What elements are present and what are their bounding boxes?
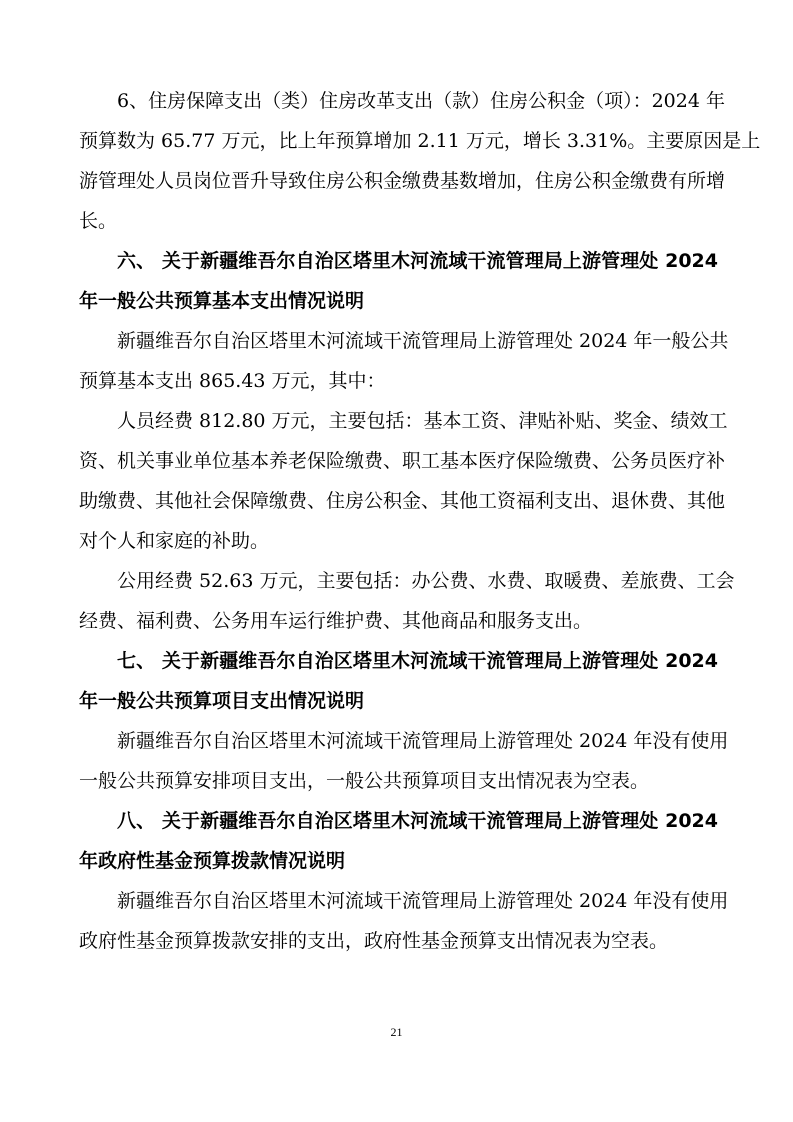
paragraph-housing-line-1: 6、住房保障支出（类）住房改革支出（款）住房公积金（项）：2024 年 [117, 90, 725, 112]
paragraph-project-expenditure-line-1: 新疆维吾尔自治区塔里木河流域干流管理局上游管理处 2024 年没有使用 [117, 730, 729, 752]
paragraph-public-funds-line-1: 公用经费 52.63 万元，主要包括：办公费、水费、取暖费、差旅费、工会 [117, 570, 735, 592]
section-6-heading-line-2: 年一般公共预算基本支出情况说明 [79, 290, 365, 312]
paragraph-personnel-line-1: 人员经费 812.80 万元，主要包括：基本工资、津贴补贴、奖金、绩效工 [117, 410, 728, 432]
paragraph-personnel-line-3: 助缴费、其他社会保障缴费、住房公积金、其他工资福利支出、退休费、其他 [79, 490, 726, 512]
section-7-heading-line-1: 七、 关于新疆维吾尔自治区塔里木河流域干流管理局上游管理处 2024 [117, 650, 718, 672]
paragraph-personnel-line-4: 对个人和家庭的补助。 [79, 530, 270, 552]
paragraph-personnel-line-2: 资、机关事业单位基本养老保险缴费、职工基本医疗保险缴费、公务员医疗补 [79, 450, 726, 472]
section-6-heading-line-1: 六、 关于新疆维吾尔自治区塔里木河流域干流管理局上游管理处 2024 [117, 250, 718, 272]
paragraph-fund-budget-line-2: 政府性基金预算拨款安排的支出，政府性基金预算支出情况表为空表。 [79, 930, 669, 952]
section-8-heading-line-1: 八、 关于新疆维吾尔自治区塔里木河流域干流管理局上游管理处 2024 [117, 810, 718, 832]
paragraph-public-funds-line-2: 经费、福利费、公务用车运行维护费、其他商品和服务支出。 [79, 610, 593, 632]
paragraph-fund-budget-line-1: 新疆维吾尔自治区塔里木河流域干流管理局上游管理处 2024 年没有使用 [117, 890, 729, 912]
paragraph-housing-line-4: 长。 [79, 210, 118, 232]
page-number: 21 [390, 1025, 403, 1039]
section-7-heading-line-2: 年一般公共预算项目支出情况说明 [79, 690, 365, 712]
paragraph-basic-expenditure-line-1: 新疆维吾尔自治区塔里木河流域干流管理局上游管理处 2024 年一般公共 [117, 330, 729, 352]
paragraph-housing-line-3: 游管理处人员岗位晋升导致住房公积金缴费基数增加，住房公积金缴费有所增 [79, 170, 726, 192]
paragraph-housing-line-2: 预算数为 65.77 万元，比上年预算增加 2.11 万元，增长 3.31%。主要原因是上 [79, 130, 761, 152]
paragraph-project-expenditure-line-2: 一般公共预算安排项目支出，一般公共预算项目支出情况表为空表。 [79, 770, 650, 792]
paragraph-basic-expenditure-line-2: 预算基本支出 865.43 万元，其中： [79, 370, 386, 392]
section-8-heading-line-2: 年政府性基金预算拨款情况说明 [79, 850, 346, 872]
